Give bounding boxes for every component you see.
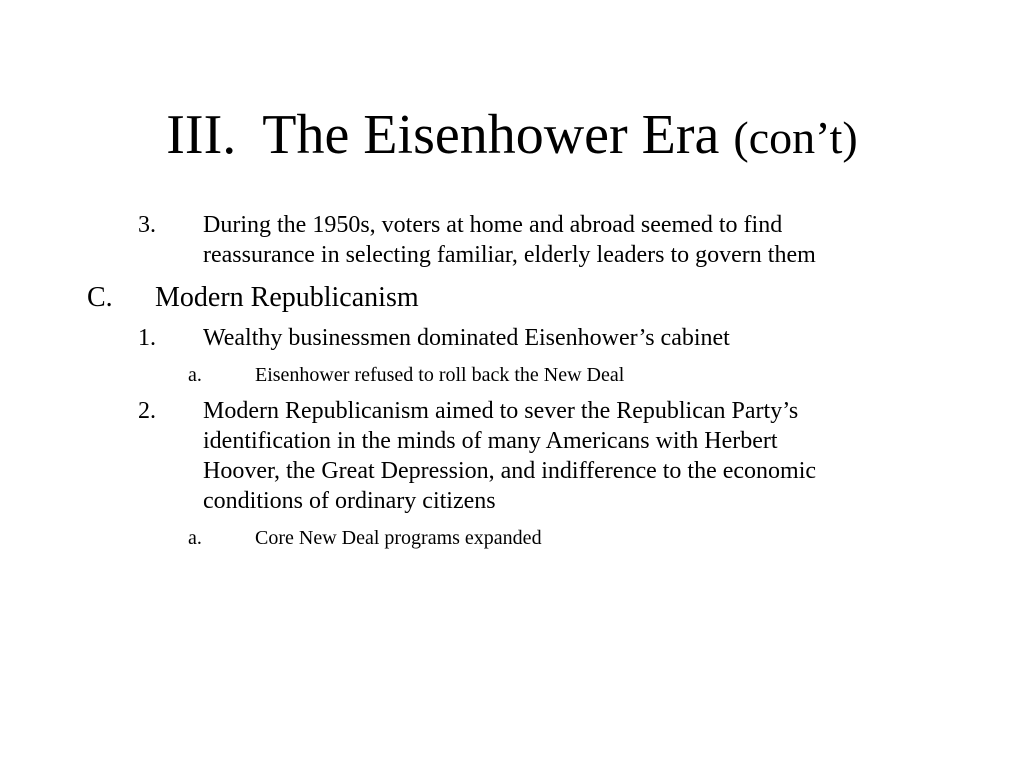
list-marker: 3. [138,212,156,238]
title-numeral: III. [166,104,237,166]
list-item-text-line: identification in the minds of many Americans with Herbert [203,428,778,454]
list-item-text-line: Modern Republicanism [155,282,419,313]
title-suffix: (con’t) [733,112,858,163]
list-item-text-line: conditions of ordinary citizens [203,488,496,514]
list-marker: 1. [138,325,156,351]
list-marker: a. [188,364,202,386]
list-item-text-line: Eisenhower refused to roll back the New Deal [255,364,625,386]
list-item-text-line: reassurance in selecting familiar, elderly leaders to govern them [203,242,816,268]
list-marker: a. [188,527,202,549]
title-text: The Eisenhower Era [262,104,720,166]
list-marker: 2. [138,398,156,424]
list-item-text-line: Core New Deal programs expanded [255,527,542,549]
list-item-text-line: During the 1950s, voters at home and abroad seemed to find [203,212,783,238]
list-item-text-line: Hoover, the Great Depression, and indifference to the economic [203,458,817,484]
list-item-text-line: Modern Republicanism aimed to sever the Republican Party’s [203,398,799,424]
list-item-text-line: Wealthy businessmen dominated Eisenhower’s cabinet [203,325,730,351]
slide-title [0,100,1024,173]
list-marker: C. [87,282,113,313]
